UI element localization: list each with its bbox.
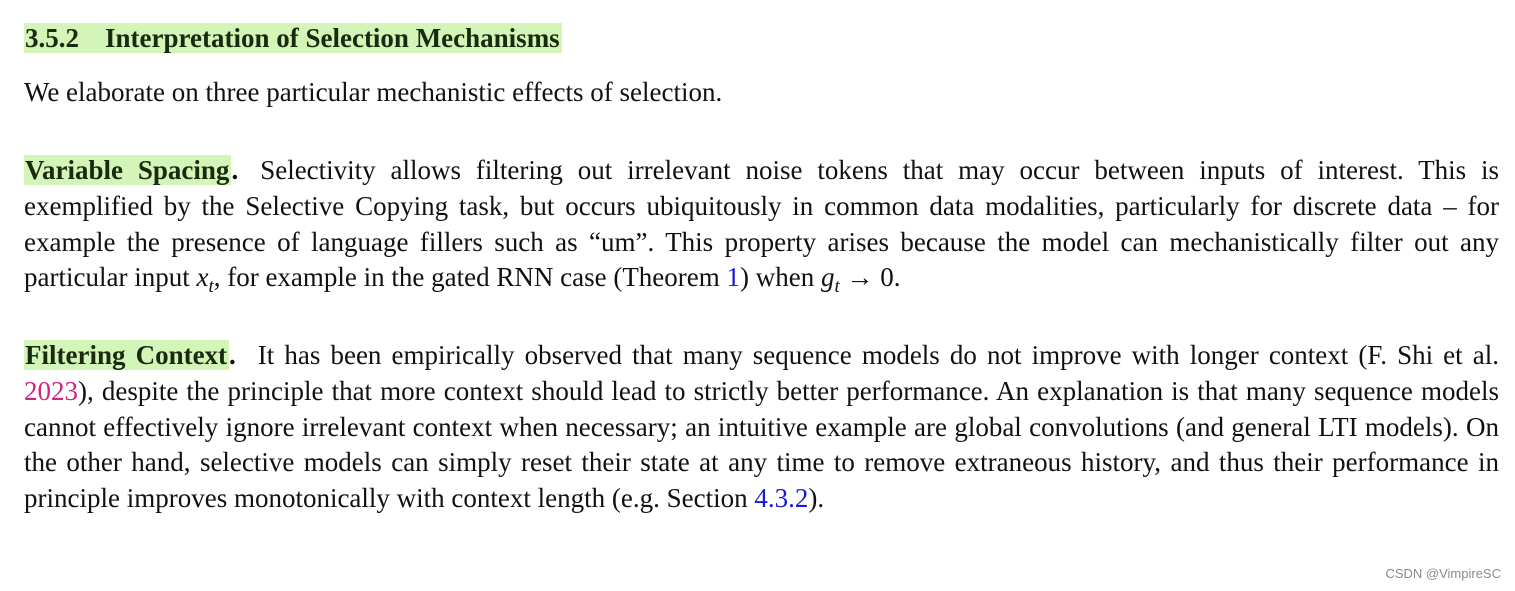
paragraph-text: It has been empirically observed that many sequence models do not improve with longer context (F. Shi et al. xyxy=(257,340,1499,370)
paragraph-text: ). xyxy=(808,483,825,514)
citation-link[interactable]: 2023 xyxy=(24,375,78,406)
paragraph-text: , for example in the gated RNN case (Theorem xyxy=(213,262,727,293)
section-number: 3.5.2 xyxy=(25,23,79,53)
paragraph-filtering-context xyxy=(24,338,1499,517)
math-variable-x: x xyxy=(196,262,209,293)
paragraph-text: Selectivity allows filtering out irrelevant noise tokens that may occur between inputs of interest. This is exemplified by the Selective Copying task, but occurs ubiquitously in common data modalities, particularly for discrete data – for example the presence of language fillers such as “um”. This property arises because the model can mechanistically filter out any particular input xyxy=(24,155,1499,293)
math-variable-g: g xyxy=(821,262,835,293)
paragraph-variable-spacing xyxy=(24,153,1499,305)
heading-period: . xyxy=(231,155,239,185)
paragraph-text: ), despite the principle that more context should lead to strictly better performance. An explanation is that many sequence models cannot effectively ignore irrelevant context when necessary; an intuitive example are global convolutions (and general LTI models). On the other hand, selective models can simply reset their state at any time to remove extraneous history, and thus their performance in principle improves monotonically with context length (e.g. Section xyxy=(24,375,1499,514)
math-subscript-t: t xyxy=(208,276,214,298)
intro-paragraph: We elaborate on three particular mechanistic effects of selection. xyxy=(24,77,723,107)
watermark: CSDN @VimpireSC xyxy=(1385,566,1501,581)
section-ref-link[interactable]: 4.3.2 xyxy=(754,483,809,514)
paragraph-heading-filtering-context: Filtering Context xyxy=(25,340,228,370)
theorem-ref-link[interactable]: 1 xyxy=(726,262,741,293)
section-heading xyxy=(24,20,562,56)
section-heading-highlight xyxy=(24,23,562,53)
math-subscript-t: t xyxy=(834,276,840,298)
paragraph-text: → 0. xyxy=(839,262,901,293)
heading-period: . xyxy=(229,340,236,370)
paragraph-heading-variable-spacing: Variable Spacing xyxy=(25,155,230,185)
paragraph-text: ) when xyxy=(740,262,822,293)
section-title: Interpretation of Selection Mechanisms xyxy=(105,23,560,53)
